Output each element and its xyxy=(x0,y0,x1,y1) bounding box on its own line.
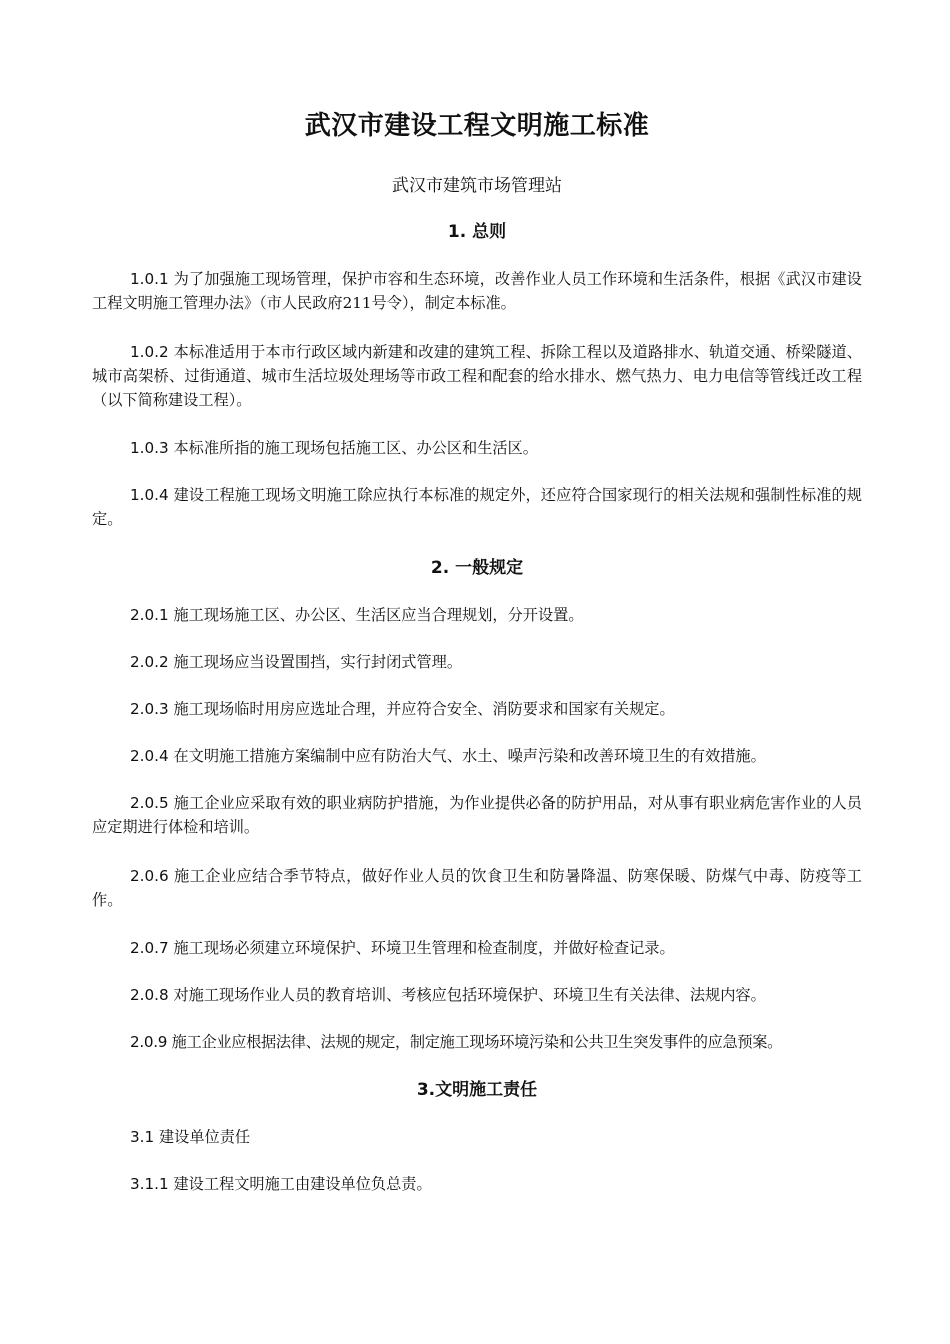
clause-text: 施工企业应结合季节特点，做好作业人员的饮食卫生和防暑降温、防寒保暖、防煤气中毒、防疫等工作。 xyxy=(92,867,862,909)
clause-number: 1.0.4 xyxy=(130,486,169,504)
clause-1-0-2 xyxy=(92,340,862,412)
clause-2-0-6 xyxy=(92,864,862,912)
clause-2-0-8 xyxy=(92,983,862,1007)
clause-number: 2.0.4 xyxy=(130,747,169,765)
clause-2-0-9 xyxy=(92,1030,862,1054)
clause-number: 2.0.8 xyxy=(130,986,169,1004)
section-title: 总则 xyxy=(466,222,507,242)
clause-number: 1.0.3 xyxy=(130,439,169,457)
clause-text: 本标准适用于本市行政区域内新建和改建的建筑工程、拆除工程以及道路排水、轨道交通、桥梁隧道、城市高架桥、过街通道、城市生活垃圾处理场等市政工程和配套的给水排水、燃气热力、电力电信等管线迁改工程（以下简称建设工程）。 xyxy=(92,343,862,409)
clause-text: 施工现场应当设置围挡，实行封闭式管理。 xyxy=(168,653,463,671)
clause-2-0-2 xyxy=(92,650,862,674)
clause-number: 3.1 xyxy=(130,1128,155,1146)
clause-2-0-5 xyxy=(92,791,862,839)
clause-number: 2.0.5 xyxy=(130,794,169,812)
clause-number: 1.0.2 xyxy=(130,343,169,361)
document-author: 武汉市建筑市场管理站 xyxy=(392,176,562,196)
clause-text: 建设单位责任 xyxy=(154,1128,251,1146)
clause-text: 为了加强施工现场管理，保护市容和生态环境，改善作业人员工作环境和生活条件，根据《武汉市建设工程文明施工管理办法》（市人民政府211号令），制定本标准。 xyxy=(92,270,862,312)
section-heading-3 xyxy=(92,1078,862,1102)
section-title: 一般规定 xyxy=(449,558,524,578)
clause-1-0-1 xyxy=(92,267,862,315)
document-title: 武汉市建设工程文明施工标准 xyxy=(304,111,650,141)
section-number: 1. xyxy=(447,222,467,242)
clause-text: 建设工程文明施工由建设单位负总责。 xyxy=(168,1175,432,1193)
clause-2-0-1 xyxy=(92,603,862,627)
clause-3-1 xyxy=(92,1125,862,1149)
clause-text: 对施工现场作业人员的教育培训、考核应包括环境保护、环境卫生有关法律、法规内容。 xyxy=(168,986,766,1004)
section-number: 2. xyxy=(430,558,450,578)
clause-text: 建设工程施工现场文明施工除应执行本标准的规定外，还应符合国家现行的相关法规和强制性标准的规定。 xyxy=(92,486,862,528)
section-number: 3. xyxy=(416,1080,436,1100)
section-title: 文明施工责任 xyxy=(435,1080,538,1100)
clause-number: 2.0.6 xyxy=(130,867,169,885)
clause-2-0-7 xyxy=(92,936,862,960)
section-heading-2 xyxy=(92,556,862,580)
clause-text: 在文明施工措施方案编制中应有防治大气、水土、噪声污染和改善环境卫生的有效措施。 xyxy=(168,747,766,765)
clause-number: 2.0.1 xyxy=(130,606,169,624)
section-heading-1 xyxy=(92,220,862,244)
clause-text: 施工现场临时用房应选址合理，并应符合安全、消防要求和国家有关规定。 xyxy=(168,700,675,718)
clause-number: 3.1.1 xyxy=(130,1175,169,1193)
clause-number: 2.0.3 xyxy=(130,700,169,718)
clause-1-0-3 xyxy=(92,436,862,460)
clause-number: 2.0.9 xyxy=(130,1033,168,1051)
clause-1-0-4 xyxy=(92,483,862,531)
clause-text: 施工企业应采取有效的职业病防护措施，为作业提供必备的防护用品，对从事有职业病危害作业的人员应定期进行体检和培训。 xyxy=(92,794,862,836)
clause-3-1-1 xyxy=(92,1172,862,1196)
clause-text: 施工企业应根据法律、法规的规定，制定施工现场环境污染和公共卫生突发事件的应急预案。 xyxy=(167,1033,783,1051)
clause-text: 施工现场必须建立环境保护、环境卫生管理和检查制度，并做好检查记录。 xyxy=(168,939,675,957)
clause-2-0-4 xyxy=(92,744,862,768)
clause-number: 1.0.1 xyxy=(130,270,169,288)
clause-2-0-3 xyxy=(92,697,862,721)
clause-number: 2.0.7 xyxy=(130,939,169,957)
clause-text: 施工现场施工区、办公区、生活区应当合理规划，分开设置。 xyxy=(168,606,584,624)
clause-number: 2.0.2 xyxy=(130,653,169,671)
clause-text: 本标准所指的施工现场包括施工区、办公区和生活区。 xyxy=(168,439,538,457)
